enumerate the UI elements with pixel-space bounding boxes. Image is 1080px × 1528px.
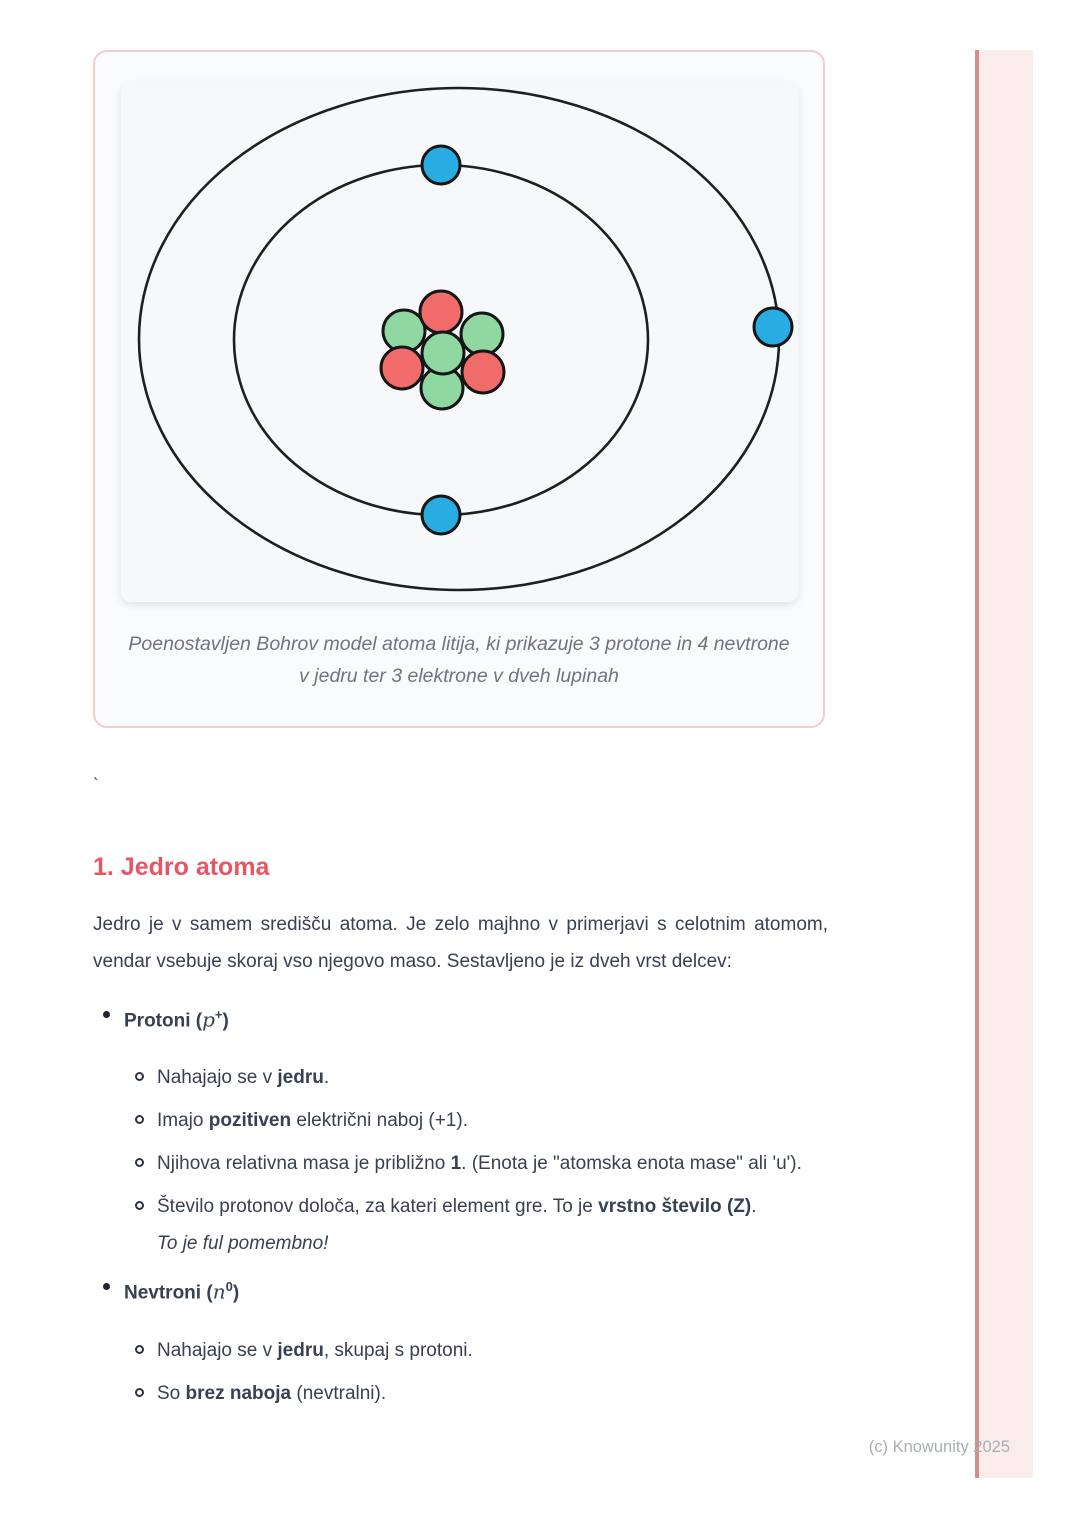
electron xyxy=(422,146,460,184)
circle-bullet-marker xyxy=(135,1345,144,1354)
figure-card xyxy=(93,50,825,728)
list-item: Nahajajo se v jedru, skupaj s protoni. xyxy=(93,1332,828,1369)
proton-charge: + xyxy=(214,1007,223,1022)
proton xyxy=(381,347,423,389)
list-item-protoni: Protoni (p+) xyxy=(93,996,828,1039)
neutron-symbol: n xyxy=(212,1279,226,1304)
emphasis-note: To je ful pomembno! xyxy=(157,1233,329,1255)
list-item: Nahajajo se v jedru. xyxy=(93,1059,828,1096)
disc-bullet-marker xyxy=(103,1011,110,1018)
stray-backtick: ` xyxy=(93,775,99,794)
neutron xyxy=(461,313,503,355)
figure-caption: Poenostavljen Bohrov model atoma litija, ki prikazuje 3 protone in 4 nevtrone v jedru ter 3 elektrone v dveh lupinah xyxy=(128,633,790,687)
neutron-charge: 0 xyxy=(225,1279,233,1295)
article-body xyxy=(93,852,828,1418)
list-item: Število protonov določa, za kateri element gre. To je vrstno število (Z). To je ful pomembno! xyxy=(93,1188,828,1262)
circle-bullet-marker xyxy=(135,1115,144,1124)
electron xyxy=(422,496,460,534)
list-item: Imajo pozitiven električni naboj (+1). xyxy=(93,1102,828,1139)
bohr-model-figure xyxy=(121,82,798,602)
electron xyxy=(754,308,792,346)
intro-paragraph: Jedro je v samem središču atoma. Je zelo majhno v primerjavi s celotnim atomom, vendar vsebuje skoraj vso njegovo maso. Sestavljeno je iz dveh vrst delcev: xyxy=(93,914,828,972)
circle-bullet-marker xyxy=(135,1072,144,1081)
proton xyxy=(420,291,462,333)
disc-bullet-marker xyxy=(103,1283,110,1290)
list-item-nevtroni: Nevtroni $(n^0)$ xyxy=(93,1268,828,1311)
circle-bullet-marker xyxy=(135,1201,144,1210)
list-item: Njihova relativna masa je približno 1. (Enota je "atomska enota mase" ali 'u'). xyxy=(93,1145,828,1182)
neutron xyxy=(422,332,464,374)
proton xyxy=(462,351,504,393)
section-heading: 1. Jedro atoma xyxy=(93,853,270,881)
page-margin-stripe xyxy=(975,50,1033,1478)
proton-symbol: p xyxy=(202,1007,215,1032)
bohr-model-diagram xyxy=(121,82,798,602)
circle-bullet-marker xyxy=(135,1388,144,1397)
circle-bullet-marker xyxy=(135,1158,144,1167)
copyright-watermark: (c) Knowunity 2025 xyxy=(868,1438,1010,1456)
list-item: So brez naboja (nevtralni). xyxy=(93,1375,828,1412)
